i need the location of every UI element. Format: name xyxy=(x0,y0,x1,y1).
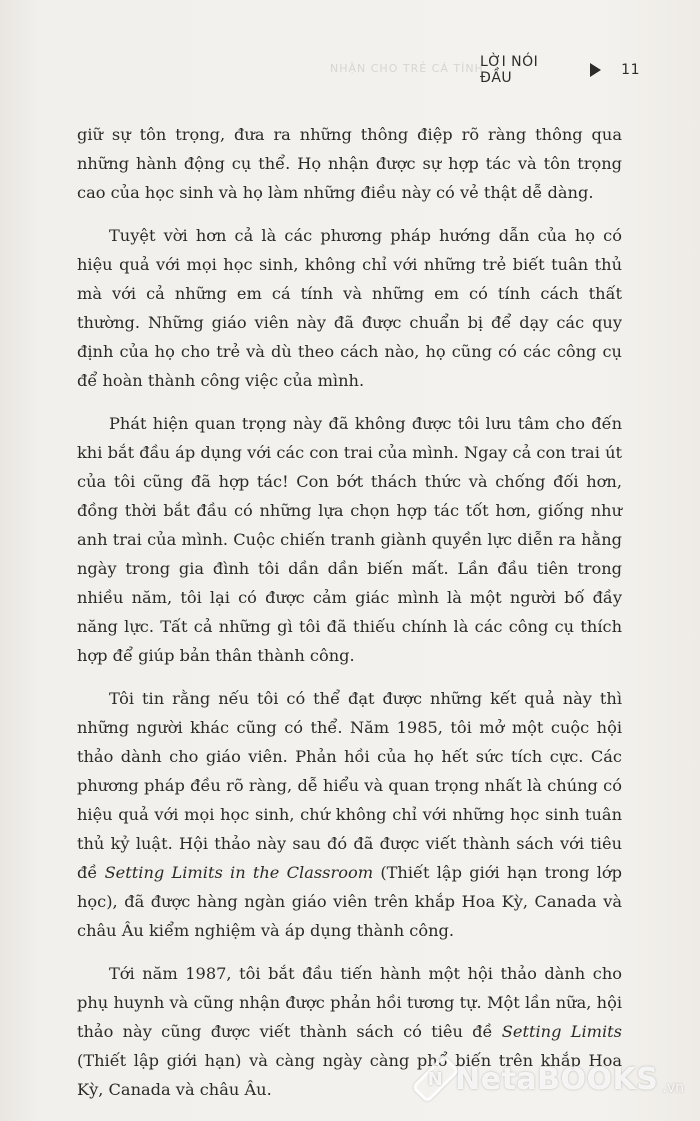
paragraph-1: giữ sự tôn trọng, đưa ra những thông điệp rõ ràng thông qua những hành động cụ thể. Họ nhận được sự hợp tác và tôn trọng cao của học sinh và họ làm những điều này có vẻ thật dễ dàng. xyxy=(77,125,622,202)
triangle-right-icon xyxy=(590,63,601,77)
bleed-through-text: NHẬN CHO TRẺ CÁ TÍNH xyxy=(330,62,484,75)
logo-letter: N xyxy=(428,1068,444,1090)
paragraph-3: Phát hiện quan trọng này đã không được tôi lưu tâm cho đến khi bắt đầu áp dụng với các con trai của mình. Ngay cả con trai út của tôi cũng đã hợp tác! Con bớt thách thức và chống đối hơn, đồng thời bắt đầu có những lựa chọn hợp tác tốt hơn, giống như anh trai của mình. Cuộc chiến tranh giành quyền lực diễn ra hằng ngày trong gia đình tôi dần dần biến mất. Lần đầu tiên trong nhiều năm, tôi lại có được cảm giác mình là một người bố đầy năng lực. Tất cả những gì tôi đã thiếu chính là các công cụ thích hợp để giúp bản thân thành công. xyxy=(77,414,622,665)
watermark-brand: NetaBOOKS xyxy=(455,1061,659,1097)
paragraph-5-text-after: (Thiết lập giới hạn) và càng ngày càng phổ biến trên khắp Hoa Kỳ, Canada và châu Âu. xyxy=(77,1051,622,1099)
paragraph-5-text-before: Tới năm 1987, tôi bắt đầu tiến hành một hội thảo dành cho phụ huynh và cũng nhận được phản hồi tương tự. Một lần nữa, hội thảo này cũng được viết thành sách có tiêu đề xyxy=(77,964,622,1041)
book-title-classroom: Setting Limits in the Classroom xyxy=(104,863,374,882)
running-title: LỜI NÓI ĐẦU xyxy=(480,54,539,86)
book-title-setting-limits: Setting Limits xyxy=(501,1022,622,1041)
body-text xyxy=(77,120,622,1118)
watermark-tld: .vn xyxy=(662,1080,684,1096)
running-header xyxy=(480,54,640,86)
watermark xyxy=(424,1052,684,1106)
paragraph-4-text-before: Tôi tin rằng nếu tôi có thể đạt được những kết quả này thì những người khác cũng có thể. Năm 1985, tôi mở một cuộc hội thảo dành cho giáo viên. Phản hồi của họ hết sức tích cực. Các phương pháp đều rõ ràng, dễ hiểu và quan trọng nhất là chúng có hiệu quả với mọi học sinh, chứ không chỉ với những học sinh tuân thủ kỷ luật. Hội thảo này sau đó đã được viết thành sách với tiêu đề xyxy=(77,689,622,882)
paragraph-4-text-after: (Thiết lập giới hạn trong lớp học), đã được hàng ngàn giáo viên trên khắp Hoa Kỳ, Canada và châu Âu kiểm nghiệm và áp dụng thành công. xyxy=(77,863,623,940)
paragraph-2: Tuyệt vời hơn cả là các phương pháp hướng dẫn của họ có hiệu quả với mọi học sinh, không chỉ với những trẻ biết tuân thủ mà với cả những em cá tính và những em có tính cách thất thường. Những giáo viên này đã được chuẩn bị để dạy các quy định của họ cho trẻ và dù theo cách nào, họ cũng có các công cụ để hoàn thành công việc của mình. xyxy=(77,226,622,390)
paragraph-4 xyxy=(77,684,622,945)
page-number: 11 xyxy=(621,62,640,78)
